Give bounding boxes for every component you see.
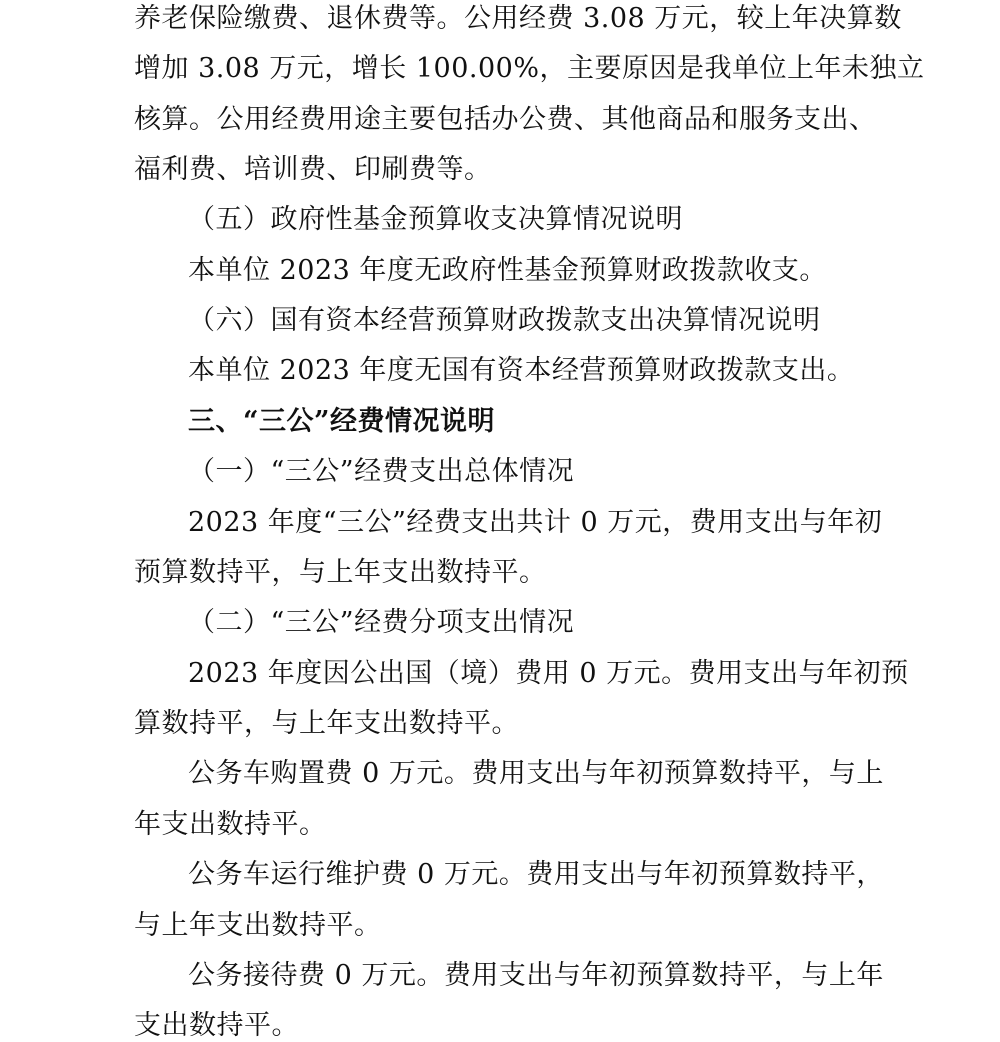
body-text-line: 与上年支出数持平。 — [134, 910, 382, 941]
body-text-line: 公务接待费 0 万元。费用支出与年初预算数持平，与上年 — [188, 960, 884, 991]
body-text-line: 公务车购置费 0 万元。费用支出与年初预算数持平，与上 — [188, 758, 884, 789]
body-text-line: 支出数持平。 — [134, 1010, 299, 1041]
body-text-line: 本单位 2023 年度无政府性基金预算财政拨款收支。 — [188, 255, 827, 286]
body-text-line: 福利费、培训费、印刷费等。 — [134, 154, 492, 185]
body-text-line: 2023 年度“三公”经费支出共计 0 万元，费用支出与年初 — [188, 507, 883, 538]
body-text-line: 预算数持平，与上年支出数持平。 — [134, 557, 547, 588]
subsection-heading-two: （二）“三公”经费分项支出情况 — [188, 607, 575, 638]
subsection-heading-one: （一）“三公”经费支出总体情况 — [188, 456, 575, 487]
body-text-line: 2023 年度因公出国（境）费用 0 万元。费用支出与年初预 — [188, 658, 909, 689]
section-heading-six: （六）国有资本经营预算财政拨款支出决算情况说明 — [188, 305, 821, 336]
body-text-line: 年支出数持平。 — [134, 809, 327, 840]
section-heading-three: 三、“三公”经费情况说明 — [188, 406, 496, 437]
body-text-line: 增加 3.08 万元，增长 100.00%，主要原因是我单位上年未独立 — [134, 53, 925, 84]
section-heading-five: （五）政府性基金预算收支决算情况说明 — [188, 204, 683, 235]
body-text-line: 养老保险缴费、退休费等。公用经费 3.08 万元，较上年决算数 — [134, 3, 902, 34]
body-text-line: 公务车运行维护费 0 万元。费用支出与年初预算数持平， — [188, 859, 884, 890]
body-text-line: 本单位 2023 年度无国有资本经营预算财政拨款支出。 — [188, 355, 855, 386]
body-text-line: 核算。公用经费用途主要包括办公费、其他商品和服务支出、 — [134, 104, 877, 135]
body-text-line: 算数持平，与上年支出数持平。 — [134, 708, 519, 739]
